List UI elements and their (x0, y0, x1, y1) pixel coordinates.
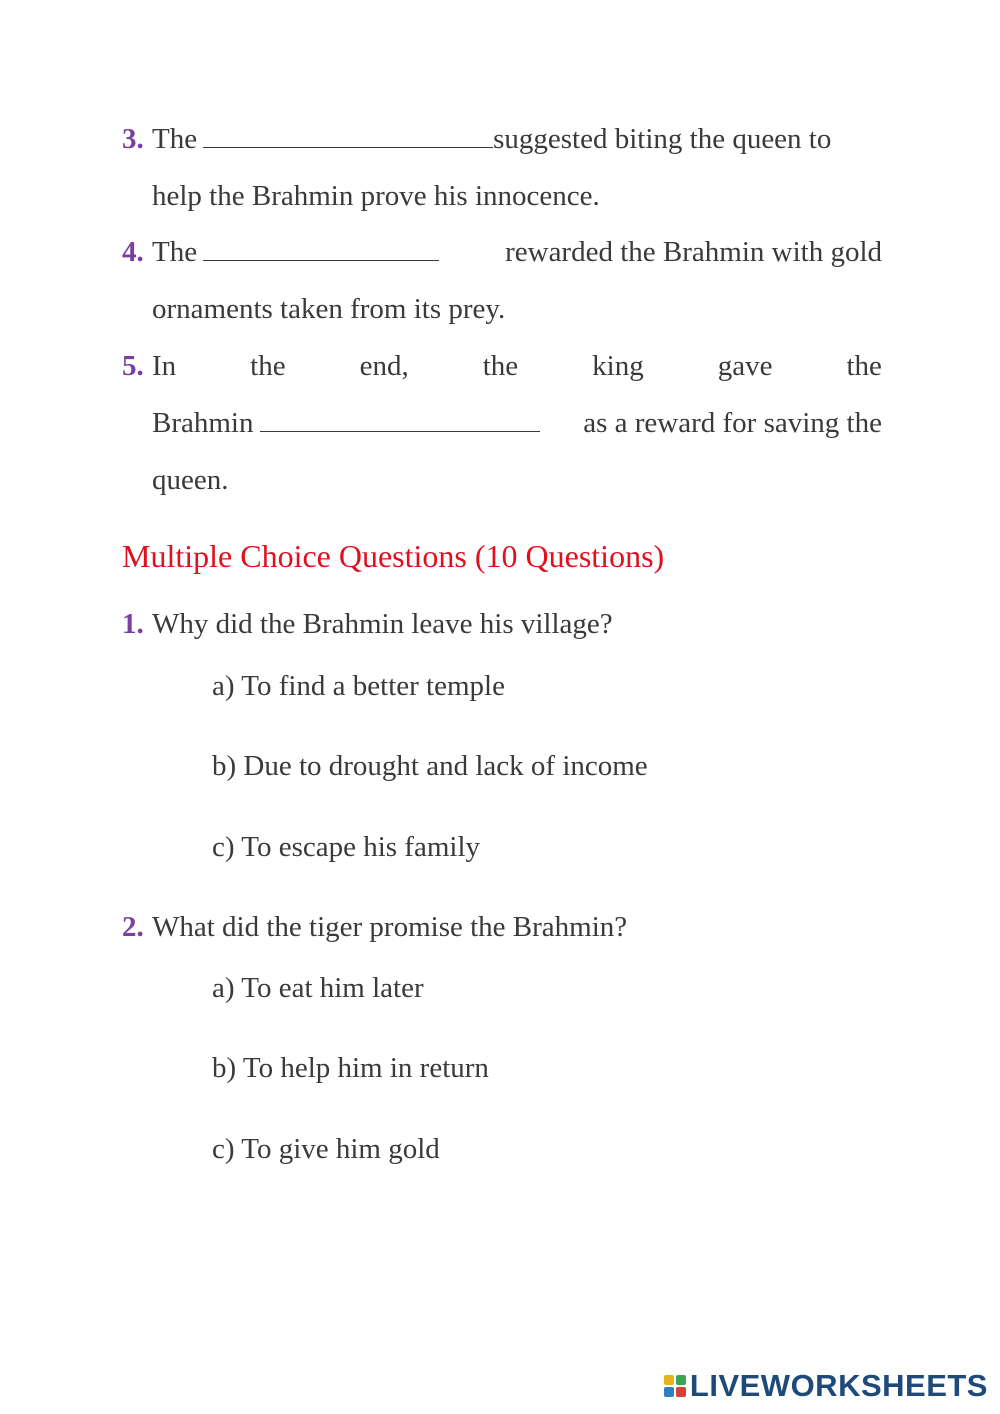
logo-grid-icon (664, 1375, 686, 1397)
word: the (846, 350, 882, 382)
fill-blank-item-3 (122, 111, 882, 225)
word: end, (359, 350, 409, 382)
item-number: 3. (122, 123, 144, 155)
text-line: ornaments taken from its prey. (152, 293, 506, 325)
logo-text: LIVEWORKSHEETS (689, 1368, 988, 1403)
mcq-2-option-c[interactable]: c) To give him gold (212, 1133, 440, 1165)
fill-blank-item-5 (122, 338, 882, 509)
word: the (482, 350, 519, 382)
item-number: 5. (122, 350, 144, 382)
fill-blank-item-4 (122, 224, 882, 338)
mcq-1-option-a[interactable]: a) To find a better temple (212, 670, 505, 702)
item-number: 4. (122, 236, 144, 268)
word: the (250, 350, 286, 382)
mcq-question-1 (122, 604, 613, 644)
answer-blank[interactable] (203, 236, 439, 261)
answer-blank[interactable] (260, 407, 540, 432)
word: In (152, 350, 177, 382)
text-line: queen. (152, 464, 229, 496)
liveworksheets-logo (664, 1366, 988, 1406)
text-after-blank: rewarded the Brahmin with gold (505, 236, 882, 268)
question-number: 2. (122, 911, 144, 943)
mcq-1-option-c[interactable]: c) To escape his family (212, 831, 481, 863)
text-after-blank: suggested biting the queen to (493, 123, 832, 155)
question-text: Why did the Brahmin leave his village? (152, 608, 613, 640)
question-text: What did the tiger promise the Brahmin? (152, 911, 628, 943)
text-before-blank: The (152, 123, 198, 155)
mcq-2-option-a[interactable]: a) To eat him later (212, 972, 424, 1004)
word: gave (717, 350, 773, 382)
spread-line (152, 338, 882, 395)
mcq-2-option-b[interactable]: b) To help him in return (212, 1052, 489, 1084)
text-line: help the Brahmin prove his innocence. (152, 180, 600, 212)
text-after-blank: as a reward for saving the (583, 407, 882, 439)
question-number: 1. (122, 608, 144, 640)
mcq-1-option-b[interactable]: b) Due to drought and lack of income (212, 750, 648, 782)
section-title: Multiple Choice Questions (10 Questions) (122, 538, 665, 574)
text-before-blank: Brahmin (152, 407, 254, 439)
answer-blank[interactable] (203, 123, 493, 148)
text-before-blank: The (152, 236, 198, 268)
word: king (592, 350, 644, 382)
mcq-question-2 (122, 907, 627, 947)
